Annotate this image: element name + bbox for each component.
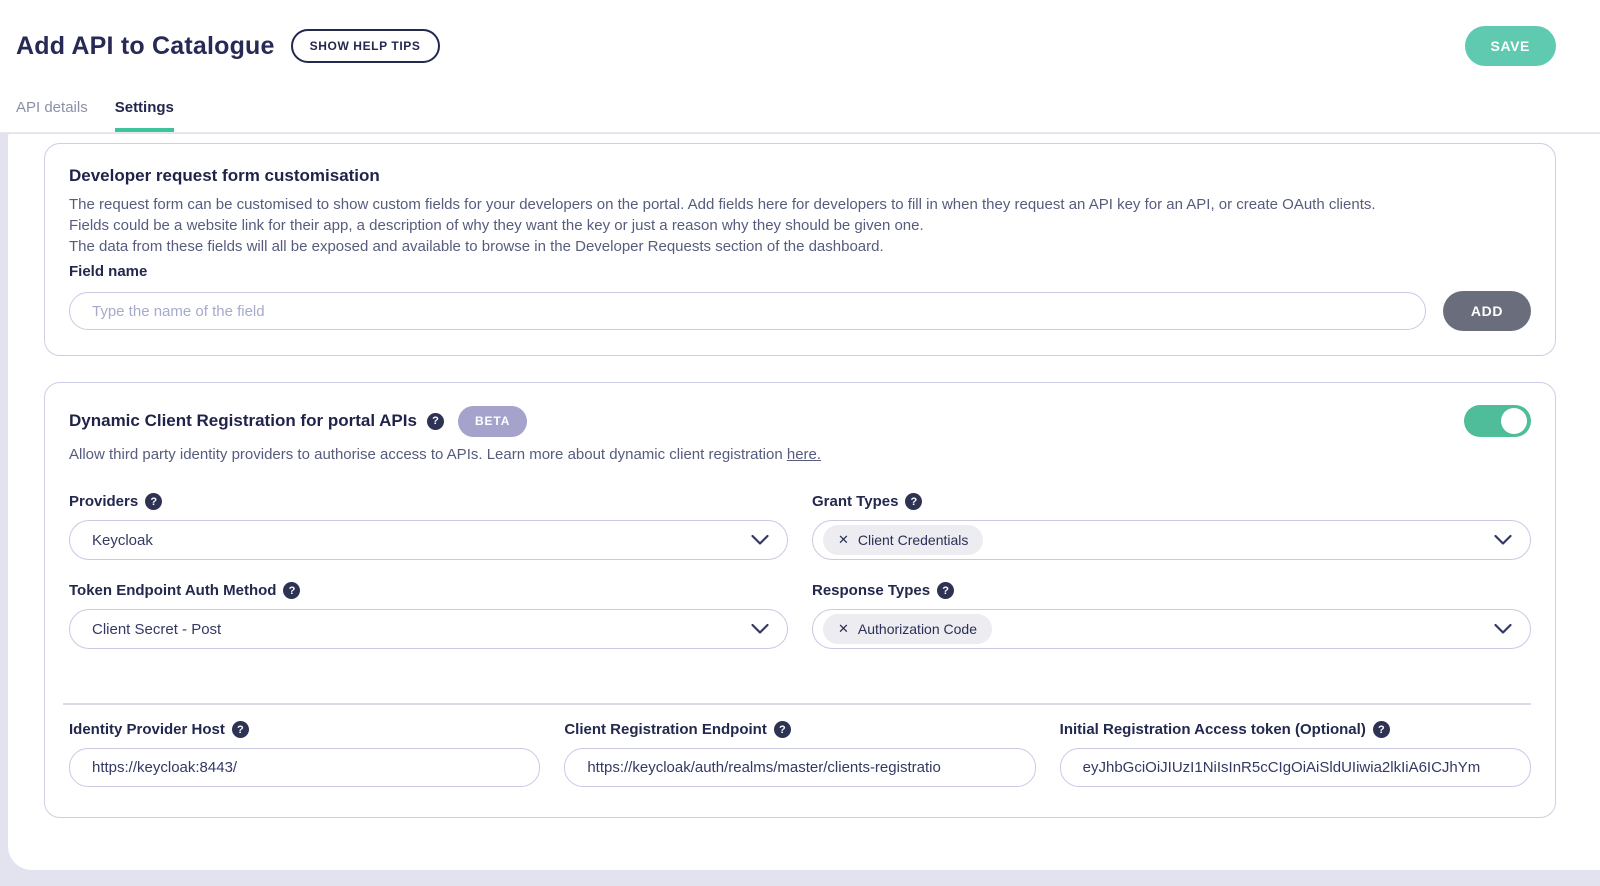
dynamic-client-registration-panel bbox=[44, 382, 1556, 818]
providers-field bbox=[69, 493, 788, 560]
description-line: The request form can be customised to show custom fields for your developers on the portal. Add fields here for developers to fill in when they request an API key for an API, or create OAuth clients. bbox=[69, 196, 1376, 213]
description-line: Fields could be a website link for their app, a description of why they want the key or just a reason why they should be given one. bbox=[69, 217, 924, 234]
tab-settings[interactable]: Settings bbox=[115, 99, 174, 132]
grant-types-select[interactable] bbox=[812, 520, 1531, 560]
chevron-down-icon bbox=[751, 535, 769, 546]
help-icon[interactable]: ? bbox=[427, 413, 444, 430]
token-endpoint-auth-method-label: Token Endpoint Auth Method bbox=[69, 582, 277, 599]
panel-title: Developer request form customisation bbox=[69, 166, 380, 185]
chevron-down-icon bbox=[1494, 535, 1512, 546]
section-divider bbox=[63, 703, 1531, 705]
response-types-label: Response Types bbox=[812, 582, 931, 599]
save-button[interactable]: SAVE bbox=[1465, 26, 1557, 66]
initial-registration-access-token-label: Initial Registration Access token (Optional) bbox=[1059, 721, 1366, 738]
token-endpoint-auth-method-select[interactable] bbox=[69, 609, 788, 649]
providers-label: Providers bbox=[69, 493, 139, 510]
settings-content bbox=[8, 134, 1600, 870]
initial-registration-access-token-input[interactable] bbox=[1060, 748, 1531, 787]
identity-provider-host-input[interactable] bbox=[69, 748, 540, 787]
show-help-tips-button[interactable]: SHOW HELP TIPS bbox=[291, 29, 440, 63]
identity-provider-host-label: Identity Provider Host bbox=[69, 721, 225, 738]
response-type-chip bbox=[823, 614, 992, 644]
token-endpoint-auth-method-selected-value: Client Secret - Post bbox=[92, 620, 222, 638]
initial-registration-access-token-field bbox=[1060, 721, 1531, 787]
beta-badge: BETA bbox=[458, 406, 527, 437]
providers-selected-value: Keycloak bbox=[92, 531, 153, 549]
description-text: Allow third party identity providers to authorise access to APIs. Learn more about dynamic client registration bbox=[69, 446, 787, 463]
client-registration-endpoint-input[interactable] bbox=[564, 748, 1035, 787]
grant-types-label: Grant Types bbox=[812, 493, 899, 510]
description-line: The data from these fields will all be exposed and available to browse in the Developer Requests section of the dashboard. bbox=[69, 238, 884, 255]
tab-api-details[interactable]: API details bbox=[16, 99, 88, 116]
page-header bbox=[0, 0, 1600, 133]
field-name-input[interactable] bbox=[69, 292, 1426, 330]
help-icon[interactable]: ? bbox=[1373, 721, 1390, 738]
token-endpoint-auth-method-field bbox=[69, 582, 788, 649]
dcr-enabled-toggle[interactable] bbox=[1464, 405, 1531, 437]
chip-label: Authorization Code bbox=[857, 621, 977, 637]
add-button[interactable]: ADD bbox=[1443, 291, 1531, 331]
help-icon[interactable]: ? bbox=[905, 493, 922, 510]
client-registration-endpoint-field bbox=[564, 721, 1035, 787]
page-title: Add API to Catalogue bbox=[16, 31, 275, 60]
chevron-down-icon bbox=[751, 624, 769, 635]
remove-chip-icon[interactable]: ✕ bbox=[838, 532, 849, 547]
chip-label: Client Credentials bbox=[857, 532, 969, 548]
remove-chip-icon[interactable]: ✕ bbox=[838, 621, 849, 636]
help-icon[interactable]: ? bbox=[774, 721, 791, 738]
panel-title: Dynamic Client Registration for portal APIs bbox=[69, 411, 417, 430]
help-icon[interactable]: ? bbox=[283, 582, 300, 599]
help-icon[interactable]: ? bbox=[145, 493, 162, 510]
client-registration-endpoint-label: Client Registration Endpoint bbox=[564, 721, 767, 738]
help-icon[interactable]: ? bbox=[937, 582, 954, 599]
providers-select[interactable] bbox=[69, 520, 788, 560]
help-icon[interactable]: ? bbox=[232, 721, 249, 738]
chevron-down-icon bbox=[1494, 624, 1512, 635]
learn-more-link[interactable]: here. bbox=[786, 446, 822, 463]
toggle-knob bbox=[1501, 408, 1527, 434]
panel-description bbox=[69, 194, 1531, 257]
tab-bar bbox=[16, 99, 174, 132]
response-types-select[interactable] bbox=[812, 609, 1531, 649]
identity-provider-host-field bbox=[69, 721, 540, 787]
field-name-label: Field name bbox=[69, 263, 148, 280]
grant-type-chip bbox=[823, 525, 983, 555]
grant-types-field bbox=[812, 493, 1531, 560]
panel-description bbox=[69, 446, 1531, 463]
developer-request-form-panel bbox=[44, 143, 1556, 356]
response-types-field bbox=[812, 582, 1531, 649]
